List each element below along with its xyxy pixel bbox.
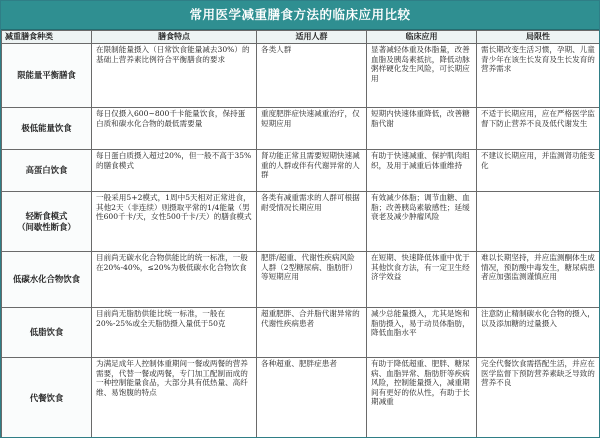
row-diet-name: 代餐饮食 [2,358,92,438]
header-row [2,31,600,44]
row-clinical: 有助于快速减重、保护肌肉组织，及用于减重后体重维持 [367,150,477,192]
table-row [2,44,600,108]
row-limits: 注意防止精制碳水化合物的摄入，以及添加糖的过量摄入 [477,308,600,358]
table-title: 常用医学减重膳食方法的临床应用比较 [1,1,599,30]
row-population: 各类有减重需求的人群可根据耐受情况长期应用 [257,192,367,252]
header-population: 适用人群 [257,31,367,44]
row-features: 每日蛋白质摄入超过20%，但一般不高于35%的膳食模式 [92,150,257,192]
row-population: 各种超重、肥胖症患者 [257,358,367,438]
row-features: 一般采用5+2模式，1周中5天相对正常进食，其他2天（非连续）则摄取平常的1/4能量（男性600千卡/天，女性500千卡/天）的膳食模式 [92,192,257,252]
comparison-table [1,30,600,438]
header-limits: 局限性 [477,31,600,44]
row-diet-name: 低碳水化合物饮食 [2,252,92,308]
header-clinical: 临床应用 [367,31,477,44]
row-diet-name: 限能量平衡膳食 [2,44,92,108]
row-features: 目前尚无脂肪供能比统一标准，一般在20%-25%或全天脂肪摄入量低于50克 [92,308,257,358]
row-clinical: 有助于降低超重、肥胖、糖尿病、血脂异常、脂肪肝等疾病风险，控制能量摄入，减重期间有更好的依从性，有助于长期减重 [367,358,477,438]
row-population: 重度肥胖症快速减重治疗，仅短期应用 [257,108,367,150]
row-limits: 完全代餐饮食需搭配生活，并应在医学监督下预防营养素缺乏导致的营养不良 [477,358,600,438]
row-features: 为满足成年人控制体重期间一餐或两餐的营养需要，代替一餐或两餐，专门加工配制而成的一种控制能量食品，大部分具有低热量、高纤维、易饱腹的特点 [92,358,257,438]
table-row [2,358,600,438]
row-diet-name-line2: （间歇性断食） [17,221,76,232]
row-clinical: 有效减少体脂；调节血糖、血脂；改善胰岛素敏感性；延缓衰老及减少肿瘤风险 [367,192,477,252]
row-diet-name: 高蛋白饮食 [2,150,92,192]
row-population: 各类人群 [257,44,367,108]
row-limits: 不建议长期应用，并监测肾功能变化 [477,150,600,192]
row-diet-name: 极低能量饮食 [2,108,92,150]
row-population: 超重肥胖、合并脂代谢异常的代谢性疾病患者 [257,308,367,358]
row-clinical: 在短期、快速降低体重中优于其他饮食方法，有一定卫生经济学效益 [367,252,477,308]
table-row [2,108,600,150]
row-clinical: 减少总能量摄入，尤其是饱和脂肪摄入，易于动员体脂肪，降低血脂水平 [367,308,477,358]
row-limits: 需长期改变生活习惯，孕期、儿童青少年在该生长发育及生长发育的营养需求 [477,44,600,108]
row-limits: 难以长期坚持，并应监测酮体生成情况，预防酸中毒发生，糖尿病患者应加强监测谨慎应用 [477,252,600,308]
header-features: 膳食特点 [92,31,257,44]
row-diet-name: 低脂饮食 [2,308,92,358]
row-population: 肥胖/超重、代谢性疾病风险人群（2型糖尿病、脂肪肝）等短期应用 [257,252,367,308]
row-diet-name-line1: 轻断食模式 [25,210,68,221]
header-diet-type: 减重膳食种类 [2,31,92,44]
row-diet-name [2,192,92,252]
table-row [2,252,600,308]
row-features: 每日仅摄入600~800千卡能量饮食，保持蛋白质和碳水化合物的最低需要量 [92,108,257,150]
row-clinical: 短期内快速体重降低，改善糖脂代谢 [367,108,477,150]
row-features: 在限制能量摄入（日常饮食能量减去30%）的基础上营养素比例符合平衡膳食的要求 [92,44,257,108]
row-limits: 不适于长期应用，应在严格医学监督下防止营养不良及低代谢发生 [477,108,600,150]
row-clinical: 显著减轻体重及体脂量，改善血脂及胰岛素抵抗，降低动脉粥样硬化发生风险，可长期应用 [367,44,477,108]
row-population: 肾功能正常且需要短期快速减重的人群或伴有代谢异常的人群 [257,150,367,192]
row-limits [477,192,600,252]
table-row [2,150,600,192]
table-row [2,308,600,358]
row-features: 目前尚无碳水化合物供能比的统一标准，一般在20%-40%，≤20%为极低碳水化合物饮食 [92,252,257,308]
table-row [2,192,600,252]
